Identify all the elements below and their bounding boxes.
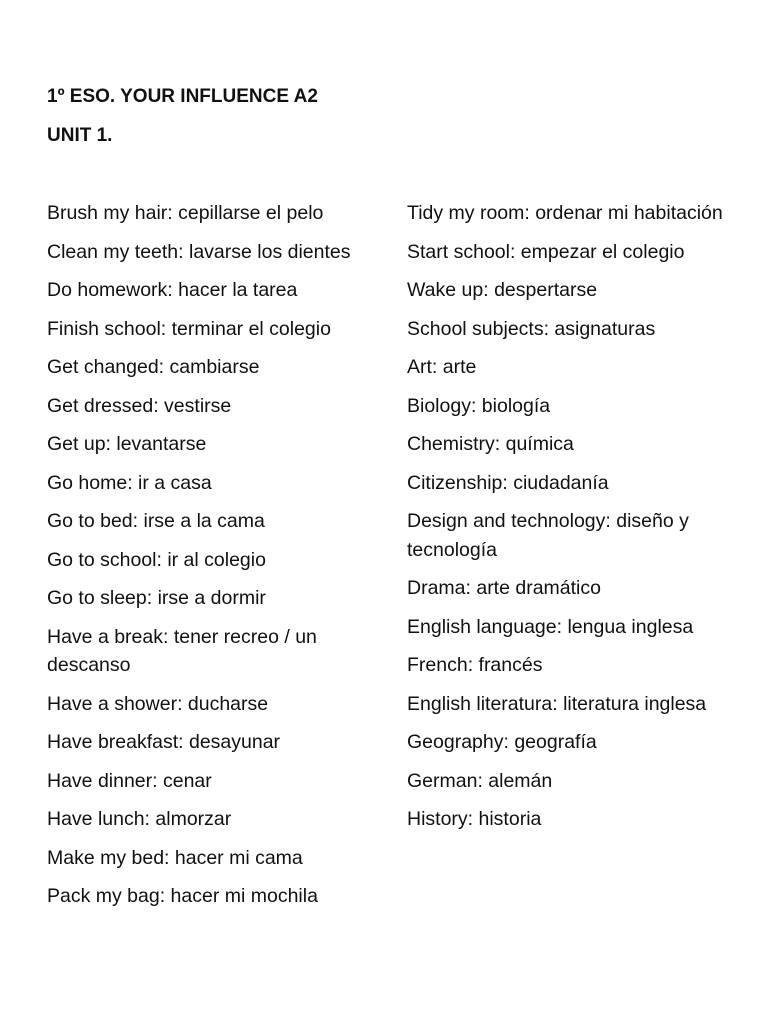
vocabulary-entry: History: historia [407, 808, 542, 830]
vocabulary-entry: English literatura: literatura inglesa [407, 692, 707, 715]
vocabulary-entry: Pack my bag: hacer mi mochila [47, 885, 318, 907]
vocabulary-entry: Go to bed: irse a la cama [47, 510, 265, 532]
vocabulary-entry: German: alemán [407, 769, 553, 792]
vocabulary-entry: Have dinner: cenar [47, 769, 212, 792]
vocabulary-entry: Brush my hair: cepillarse el pelo [47, 202, 324, 224]
vocabulary-column-left [47, 199, 387, 921]
vocabulary-entry: Have a shower: ducharse [47, 692, 269, 715]
vocabulary-entry: Chemistry: química [407, 433, 574, 455]
vocabulary-entry: Drama: arte dramático [407, 577, 601, 599]
vocabulary-entry: Biology: biología [407, 394, 551, 417]
vocabulary-entry: Tidy my room: ordenar mi habitación [407, 202, 723, 224]
vocabulary-entry: School subjects: asignaturas [407, 317, 656, 340]
vocabulary-entry: English language: lengua inglesa [407, 615, 694, 638]
vocabulary-entry: Have a break: tener recreo / un descanso [47, 625, 317, 676]
vocabulary-entry: Make my bed: hacer mi cama [47, 846, 303, 869]
document-title: 1º ESO. YOUR INFLUENCE A2 [47, 86, 318, 107]
vocabulary-entry: Go to sleep: irse a dormir [47, 587, 266, 609]
vocabulary-entry: Finish school: terminar el colegio [47, 317, 331, 340]
vocabulary-entry: Design and technology: diseño y tecnología [407, 510, 689, 561]
vocabulary-entry: Have breakfast: desayunar [47, 731, 281, 753]
vocabulary-entry: Geography: geografía [407, 731, 597, 753]
vocabulary-entry: Art: arte [407, 356, 477, 378]
vocabulary-entry: Do homework: hacer la tarea [47, 279, 298, 301]
vocabulary-entry: Citizenship: ciudadanía [407, 471, 609, 494]
vocabulary-entry: Wake up: despertarse [407, 279, 598, 301]
vocabulary-entry: Get up: levantarse [47, 433, 207, 455]
vocabulary-entry: Go to school: ir al colegio [47, 548, 266, 571]
vocabulary-entry: Clean my teeth: lavarse los dientes [47, 240, 351, 263]
vocabulary-entry: Have lunch: almorzar [47, 808, 232, 830]
vocabulary-entry: Start school: empezar el colegio [407, 240, 685, 263]
vocabulary-entry: Get dressed: vestirse [47, 394, 232, 417]
unit-heading: UNIT 1. [47, 125, 113, 146]
vocabulary-entry: Go home: ir a casa [47, 471, 212, 494]
vocabulary-column-right [407, 199, 727, 844]
vocabulary-entry: French: francés [407, 654, 543, 676]
vocabulary-entry: Get changed: cambiarse [47, 356, 260, 378]
